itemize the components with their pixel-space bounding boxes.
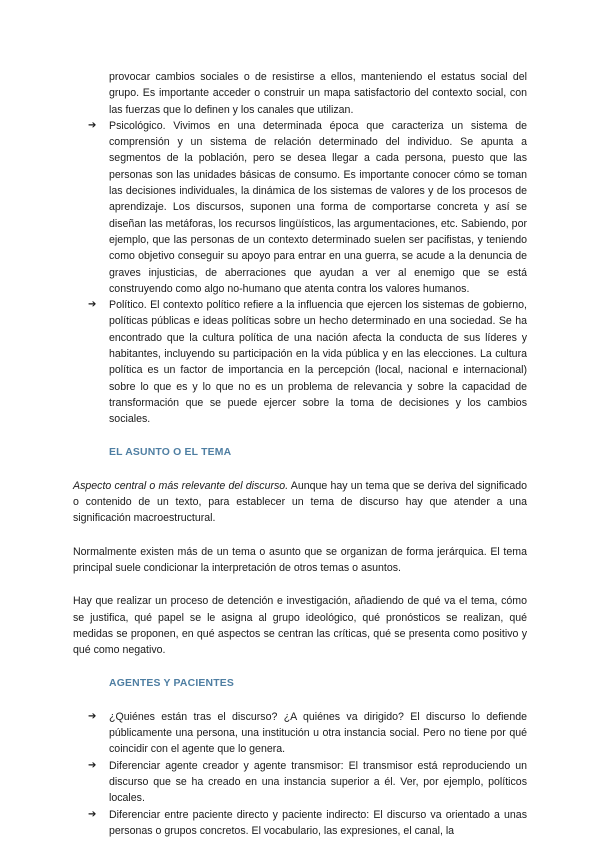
asunto-definition: Aspecto central o más relevante del discurso. <box>73 479 289 492</box>
arrow-icon: ➔ <box>88 299 97 311</box>
bullet-psicologico <box>73 118 527 297</box>
bullet-quienes <box>73 709 527 758</box>
bullet-politico <box>73 297 527 427</box>
bullet-text: Diferenciar entre paciente directo y paciente indirecto: El discurso va orientado a unas personas o grupos concretos. El vocabulario, las expresiones, el canal, la <box>109 808 527 837</box>
bullet-paciente <box>73 807 527 840</box>
heading-asunto-tema: EL ASUNTO O EL TEMA <box>109 446 232 458</box>
agentes-bullet-list <box>73 709 527 839</box>
heading-agentes-pacientes: AGENTES Y PACIENTES <box>109 677 235 689</box>
document-page <box>73 69 527 839</box>
asunto-paragraph-3: Hay que realizar un proceso de detención e investigación, añadiendo de qué va el tema, cómo se justifica, qué papel se le asigna al grupo ideológico, qué pronósticos se realizan, qué medidas se proponen, en qué aspectos se centran las críticas, qué se presenta como positivo y qué como negativo. <box>73 595 527 657</box>
bullet-text: ¿Quiénes están tras el discurso? ¿A quiénes va dirigido? El discurso lo defiende públicamente una persona, una institución u otra instancia social. Pero no tiene por qué coincidir con el agente que lo genera. <box>109 710 527 756</box>
context-bullet-list <box>73 118 527 428</box>
asunto-paragraph-2: Normalmente existen más de un tema o asunto que se organizan de forma jerárquica. El tema principal suele condicionar la interpretación de otros temas o asuntos. <box>73 545 527 575</box>
bullet-text: Diferenciar agente creador y agente transmisor: El transmisor está reproduciendo un discurso que se ha creado en una instancia superior a él. Ver, por ejemplo, políticos locales. <box>109 759 527 805</box>
arrow-icon: ➔ <box>88 808 97 820</box>
arrow-icon: ➔ <box>88 119 97 131</box>
bullet-agente-creador <box>73 758 527 807</box>
asunto-paragraph-1-rest: Aunque hay un tema que se deriva del significado o contenido de un texto, para establecer un tema de discurso hay que atender a una significación macroestructural. <box>73 479 528 525</box>
arrow-icon: ➔ <box>88 759 97 771</box>
bullet-text: Psicológico. Vivimos en una determinada época que caracteriza un sistema de comprensión y un sistema de relación determinado del individuo. Se apunta a segmentos de la población, pero se desea llegar a cada persona, puesto que las personas son las unidades básicas de consumo. Es importante conocer cómo se toman las decisiones individuales, la dinámica de los sistemas de valores y de los procesos de aprendizaje. Los discursos, suponen una forma de comportarse concreta y así se diseñan las metáforas, los recursos lingüísticos, las argumentaciones, etc. Sabiendo, por ejemplo, que las personas de un contexto determinado suelen ser pacifistas, y teniendo como objetivo conseguir su apoyo para entrar en una guerra, se acude a la denuncia de graves injusticias, de aberraciones que ayudan a ver al enemigo que se está construyendo como algo no-humano que atenta contra los valores humanos. <box>109 119 527 295</box>
arrow-icon: ➔ <box>88 710 97 722</box>
intro-continuation: provocar cambios sociales o de resistirse a ellos, manteniendo el estatus social del grupo. Es importante acceder o construir un mapa satisfactorio del contexto social, con las fuerzas que lo definen y los canales que utilizan. <box>109 71 527 116</box>
asunto-paragraph-1 <box>73 478 527 527</box>
bullet-text: Político. El contexto político refiere a la influencia que ejercen los sistemas de gobierno, políticas públicas e ideas políticas sobre un hecho determinado en una sociedad. Se ha encontrado que la cultura política de una nación afecta la conducta de sus líderes y habitantes, incluyendo su participación en la vida pública y en las elecciones. La cultura política es un factor de importancia en la percepción (local, nacional e internacional) sobre lo que es y lo que no es un problema de relevancia y sobre la capacidad de transformación que se puede ejercer sobre la toma de decisiones y los cambios sociales. <box>109 299 527 426</box>
